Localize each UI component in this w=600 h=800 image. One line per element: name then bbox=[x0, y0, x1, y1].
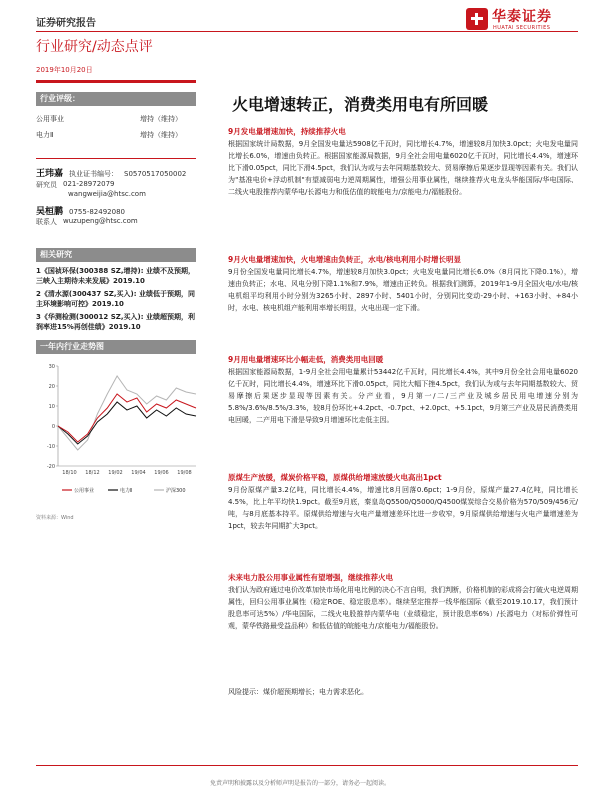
analyst-email[interactable]: wuzupeng@htsc.com bbox=[63, 217, 138, 225]
section-heading: 原煤生产放缓，煤炭价格平稳，原煤供给增速放缓火电高出1pct bbox=[228, 473, 442, 482]
logo-name-cn: 华泰证券 bbox=[492, 9, 552, 25]
x-tick-label: 19/08 bbox=[177, 470, 192, 476]
related-heading: 相关研究 bbox=[36, 248, 196, 262]
y-tick-label: 20 bbox=[48, 384, 55, 390]
series-line bbox=[58, 376, 196, 450]
industry-trend-chart bbox=[36, 358, 204, 508]
analyst-role: 研究员 bbox=[36, 181, 57, 189]
divider bbox=[36, 158, 196, 159]
report-category: 行业研究/动态点评 bbox=[36, 39, 153, 55]
legend-label: 沪深300 bbox=[166, 488, 186, 494]
y-tick-label: 30 bbox=[48, 364, 55, 370]
legend-label: 电力Ⅱ bbox=[120, 488, 133, 494]
related-item[interactable]: 2《清水源(300437 SZ,买入): 业绩低于预期，同主环境影响可控》2019.10 bbox=[36, 290, 195, 308]
section-heading: 9月发电量增速加快，持续推荐火电 bbox=[228, 127, 346, 136]
rating-sector: 公用事业 bbox=[36, 115, 64, 123]
related-list bbox=[36, 266, 198, 332]
report-title: 火电增速转正，消费类用电有所回暖 bbox=[232, 95, 489, 114]
section-text: 根据国家统计局数据，9月全国发电量达5908亿千瓦时，同比增长4.7%，增速较8月加快3.0pct；火电发电量同比增长6.0%，增速由负转正。根据国家能源局数据，9月全社会用电量6020亿千瓦时，同比增长4.4%，增速环比下滑0.05pct，同比下滑4.5pct，我们认为或与去年同期基数较大、贸易摩擦后果逐步显现等因素有关。我们认为"基准电价+浮动机制"有望减弱电力逆周期属性，增强公用事业属性，继续推荐火电龙头华能国际/华电国际、二线火电股推荐内蒙华电/长源电力和低估值的皖能电力/京能电力/福能股份。 bbox=[228, 140, 578, 196]
rating-row bbox=[36, 130, 196, 140]
related-item[interactable]: 1《国祯环保(300388 SZ,增持): 业绩不及预期，三峡入主期待未来发展》2019.10 bbox=[36, 267, 195, 285]
analyst-role: 联系人 bbox=[36, 218, 57, 226]
footer-divider bbox=[36, 765, 578, 766]
analyst-phone: 021-28972079 bbox=[63, 180, 115, 188]
chart-svg bbox=[36, 358, 204, 508]
series-line bbox=[58, 402, 196, 444]
x-tick-label: 19/02 bbox=[108, 470, 123, 476]
y-tick-label: 0 bbox=[51, 424, 55, 430]
analyst-cert: S0570517050002 bbox=[124, 170, 187, 178]
series-line bbox=[58, 394, 196, 442]
section-text: 根据国家能源局数据，1-9月全社会用电量累计53442亿千瓦时，同比增长4.4%，其中9月份全社会用电量6020亿千瓦时，同比增长4.4%，增速环比下滑0.05pct，同比大幅下挫4.5pct，我们认为或与去年同期基数较大、贸易摩擦后果逐步显现等因素有关。分产业看，9月第一/二/三产业及城乡居民用电增速分别为5.8%/3.6%/8.5%/3.3%，较8月份环比+4.2pct、-0.7pct、+2.0pct、+5.1pct，9月第三产业及居民消费类用电回暖，二产用电下滑是导致9月增速环比走低主因。 bbox=[228, 368, 578, 424]
analyst-name: 王玮嘉 bbox=[36, 169, 64, 179]
x-tick-label: 19/04 bbox=[131, 470, 146, 476]
sidebar-accent-bar bbox=[36, 80, 196, 83]
rating-row bbox=[36, 114, 196, 124]
huatai-logo-icon bbox=[466, 8, 488, 30]
section-heading: 未来电力股公用事业属性有望增强，继续推荐火电 bbox=[228, 573, 393, 582]
analyst-block bbox=[36, 166, 198, 227]
chart-heading: 一年内行业走势图 bbox=[36, 340, 196, 354]
analyst-email[interactable]: wangweijia@htsc.com bbox=[68, 190, 146, 198]
analyst-name: 吴桓鹏 bbox=[36, 207, 64, 217]
analyst-phone: 0755-82492080 bbox=[69, 208, 125, 216]
rating-sector: 电力Ⅱ bbox=[36, 131, 54, 139]
section-text: 我们认为政府通过电价改革加快市场化用电比例的决心不言自明，我们判断，价格机制的彩成将会打破火电逆周期属性，回归公用事业属性（稳定ROE、稳定股息率）。继续坚定推荐一线华能国际（截至2019.10.17，我们预计股息率可达5%）/华电国际，二线火电股推荐内蒙华电（业绩稳定，预计股息率6%）/长源电力（对标价弹性可观，蒙华铁路最受益品种）和低估值的皖能电力/京能电力/福能股份。 bbox=[228, 586, 578, 630]
x-tick-label: 18/10 bbox=[62, 470, 77, 476]
ratings-heading: 行业评级： bbox=[36, 92, 196, 106]
section-text: 9月份全国发电量同比增长4.7%，增速较8月加快3.0pct；火电发电量同比增长6.0%（8月同比下降0.1%），增速由负转正；水电、风电分别下降1.1%和7.9%，增速由正转负。根据我们测算，2019年1-9月全国火电/水电/核电机组平均利用小时分别为3265小时、2897小时、5401小时，分别同比变动-29小时、+163小时、+84小时，水电、核电机组产能利用率增长明显，火电出现一定下滑。 bbox=[228, 268, 578, 312]
y-tick-label: -10 bbox=[46, 444, 55, 450]
rating-value: 增持（维持） bbox=[140, 131, 182, 139]
analyst-cert-label: 执业证书编号： bbox=[69, 170, 119, 178]
header-divider bbox=[36, 31, 578, 32]
rating-value: 增持（维持） bbox=[140, 115, 182, 123]
logo-name-en: HUATAI SECURITIES bbox=[493, 25, 551, 31]
section-heading: 9月火电量增速加快，火电增速由负转正，水电/核电利用小时增长明显 bbox=[228, 255, 461, 264]
y-tick-label: -20 bbox=[46, 464, 55, 470]
related-item[interactable]: 3《华测检测(300012 SZ,买入): 业绩超预期，利润率进15%再创佳绩》2019.10 bbox=[36, 313, 195, 331]
publish-date: 2019年10月20日 bbox=[36, 66, 93, 74]
report-type: 证券研究报告 bbox=[36, 18, 96, 29]
chart-source: 资料来源：Wind bbox=[36, 515, 74, 521]
section-heading: 9月用电量增速环比小幅走低，消费类用电回暖 bbox=[228, 355, 384, 364]
legend-label: 公用事业 bbox=[74, 488, 95, 494]
x-tick-label: 18/12 bbox=[85, 470, 100, 476]
x-tick-label: 19/06 bbox=[154, 470, 169, 476]
risk-warning: 风险提示：煤价超预期增长；电力需求恶化。 bbox=[228, 688, 368, 696]
footer-disclaimer: 免责声明和披露以及分析师声明是报告的一部分，请务必一起阅读。 bbox=[209, 780, 390, 787]
section-text: 9月份原煤产量3.2亿吨，同比增长4.4%，增速比8月回落0.6pct；1-9月份，原煤产量27.4亿吨，同比增长4.5%，比上年平均快1.9pct。截至9月底，秦皇岛Q5500/Q5000/Q4500煤炭综合交易价格为570/509/456元/吨，与8月底基本持平。原煤供给增速与火电产量增速差环比进一步收窄，9月原煤供给增速与火电产量增速差为1pct，较去年同期扩大3pct。 bbox=[228, 486, 578, 530]
y-tick-label: 10 bbox=[48, 404, 55, 410]
